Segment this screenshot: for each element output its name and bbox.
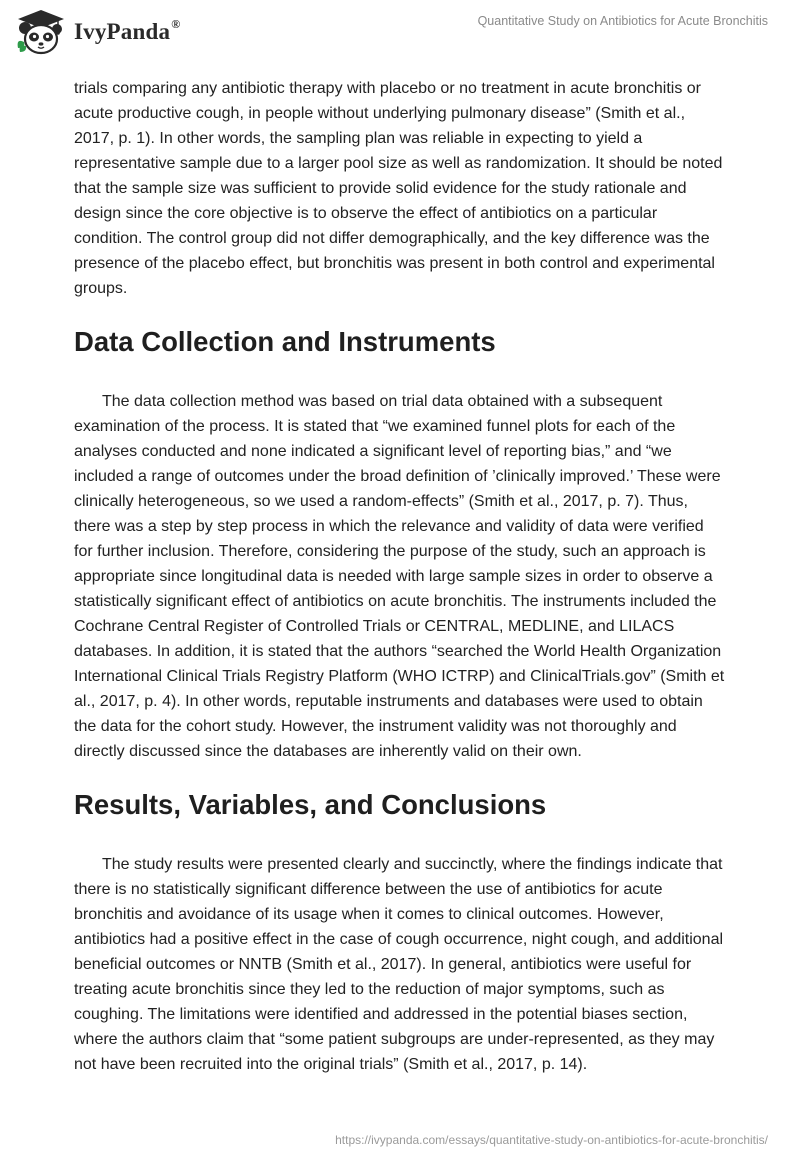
- paragraph-data-collection: The data collection method was based on trial data obtained with a subsequent examination of the process. It is stated that “we examined funnel plots for each of the analyses conducted and none indicated a significant level of reporting bias,” and “we included a range of outcomes under the broad definition of ’clinically improved.’ These were clinically heterogeneous, so we used a random-effects” (Smith et al., 2017, p. 7). Thus, there was a step by step process in which the relevance and validity of data were verified for further inclusion. Therefore, considering the purpose of the study, such an approach is appropriate since longitudinal data is needed with large sample sizes in order to observe a statistically significant effect of antibiotics on acute bronchitis. The instruments included the Cochrane Central Register of Controlled Trials or CENTRAL, MEDLINE, and LILACS databases. In addition, it is stated that the authors “searched the World Health Organization International Clinical Trials Registry Platform (WHO ICTRP) and ClinicalTrials.gov” (Smith et al., 2017, p. 4). In other words, reputable instruments and databases were used to obtain the data for the cohort study. However, the instrument validity was not thoroughly and directly discussed since the databases are inherently valid on their own.: [74, 393, 725, 760]
- heading-results: Results, Variables, and Conclusions: [74, 789, 547, 820]
- ivypanda-logo[interactable]: [14, 8, 180, 56]
- paragraph-results: The study results were presented clearly and succinctly, where the findings indicate that there is no statistically significant difference between the use of antibiotics for acute bronchitis and avoidance of its usage when it comes to clinical outcomes. However, antibiotics had a positive effect in the case of cough occurrence, night cough, and additional beneficial outcomes or NNTB (Smith et al., 2017). In general, antibiotics were useful for treating acute bronchitis since they led to the reduction of major symptoms, such as coughing. The limitations were identified and addressed in the potential biases section, where the authors claim that “some patient subgroups are under-represented, as they may not have been recruited into the original trials” (Smith et al., 2017, p. 14).: [74, 856, 724, 1073]
- brand-name: IvyPanda®: [74, 17, 181, 44]
- paragraph-sampling: trials comparing any antibiotic therapy with placebo or no treatment in acute bronchitis or acute productive cough, in people without underlying pulmonary disease” (Smith et al., 2017, p. 1). In other words, the sampling plan was reliable in expecting to yield a representative sample due to a larger pool size as well as randomization. It should be noted that the sample size was sufficient to provide solid evidence for the study rationale and design since the core objective is to observe the effect of antibiotics on a particular condition. The control group did not differ demographically, and the key difference was the presence of the placebo effect, but bronchitis was present in both control and experimental groups.: [74, 80, 723, 297]
- document-title: Quantitative Study on Antibiotics for Acute Bronchitis: [477, 14, 768, 28]
- essay-body: [74, 76, 726, 1077]
- panda-graduate-icon: [14, 8, 68, 56]
- page-header: [0, 0, 800, 64]
- footer-source-url[interactable]: https://ivypanda.com/essays/quantitative-study-on-antibiotics-for-acute-bronchitis/: [335, 1133, 768, 1147]
- heading-data-collection: Data Collection and Instruments: [74, 326, 496, 357]
